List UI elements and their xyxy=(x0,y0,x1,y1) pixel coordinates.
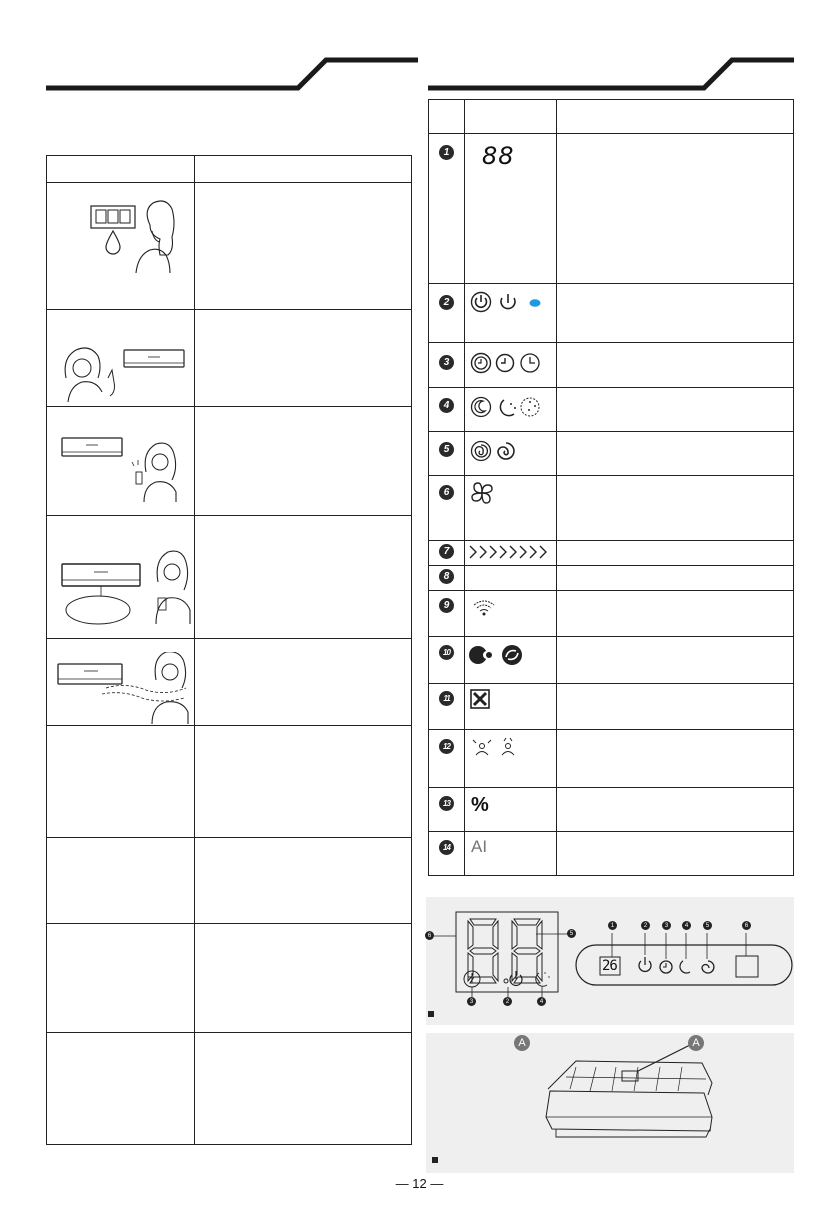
ai-icon: AI xyxy=(471,837,488,856)
row-number-13: 13 xyxy=(439,796,454,811)
wifi-icon xyxy=(472,598,496,618)
row-number-5: 5 xyxy=(439,442,454,457)
row-number-3: 3 xyxy=(439,355,454,370)
row-number-10: 10 xyxy=(439,645,454,660)
illustration-ac-cold-air xyxy=(58,540,194,630)
sleep-icon xyxy=(470,396,550,420)
label-a-right: A xyxy=(688,1035,704,1051)
strip-temperature-display: 26 xyxy=(602,958,617,974)
callout-6: 6 xyxy=(742,921,751,930)
row-number-9: 9 xyxy=(439,598,454,613)
troubleshooting-table xyxy=(46,155,412,1145)
label-a-left: A xyxy=(514,1035,530,1051)
callout-2: 2 xyxy=(641,921,650,930)
callout-left-4: 4 xyxy=(537,997,546,1006)
row-number-12: 12 xyxy=(439,739,454,754)
fan-icon xyxy=(470,481,496,507)
right-header-bar xyxy=(428,55,794,95)
callout-left-3: 3 xyxy=(467,997,476,1006)
turbo-swirl-icon xyxy=(470,440,550,464)
digit-display-icon: 88 xyxy=(482,142,515,170)
row-number-6: 6 xyxy=(439,485,454,500)
power-icon xyxy=(470,291,550,315)
row-number-4: 4 xyxy=(439,398,454,413)
illustration-remote-to-ac xyxy=(62,330,192,402)
callout-left-6: 6 xyxy=(425,931,434,940)
illustration-error-code xyxy=(88,195,188,275)
callout-1: 1 xyxy=(608,921,617,930)
callout-5: 5 xyxy=(703,921,712,930)
page-number: — 12 — xyxy=(395,1176,444,1191)
timer-icon xyxy=(470,352,550,376)
person-sensor-icon xyxy=(470,736,524,760)
row-number-14: 14 xyxy=(439,840,454,855)
indoor-unit-illustration xyxy=(426,1033,794,1173)
callout-4: 4 xyxy=(682,921,691,930)
callout-left-5: 5 xyxy=(567,929,576,938)
left-header-bar xyxy=(46,55,418,95)
humidity-percent-icon: % xyxy=(471,794,489,816)
row-number-2: 2 xyxy=(439,295,454,310)
illustration-ac-airflow xyxy=(56,652,196,724)
row-number-11: 11 xyxy=(439,691,454,706)
row-number-7: 7 xyxy=(439,544,454,559)
row-number-1: 1 xyxy=(439,145,454,160)
callout-3: 3 xyxy=(662,921,671,930)
illustration-ac-and-remote xyxy=(60,432,190,504)
callout-left-2: 2 xyxy=(503,997,512,1006)
fan-speed-chevrons-icon xyxy=(468,544,550,560)
row-number-8: 8 xyxy=(439,569,454,584)
x-box-icon xyxy=(470,689,490,709)
self-clean-icon xyxy=(468,643,538,667)
